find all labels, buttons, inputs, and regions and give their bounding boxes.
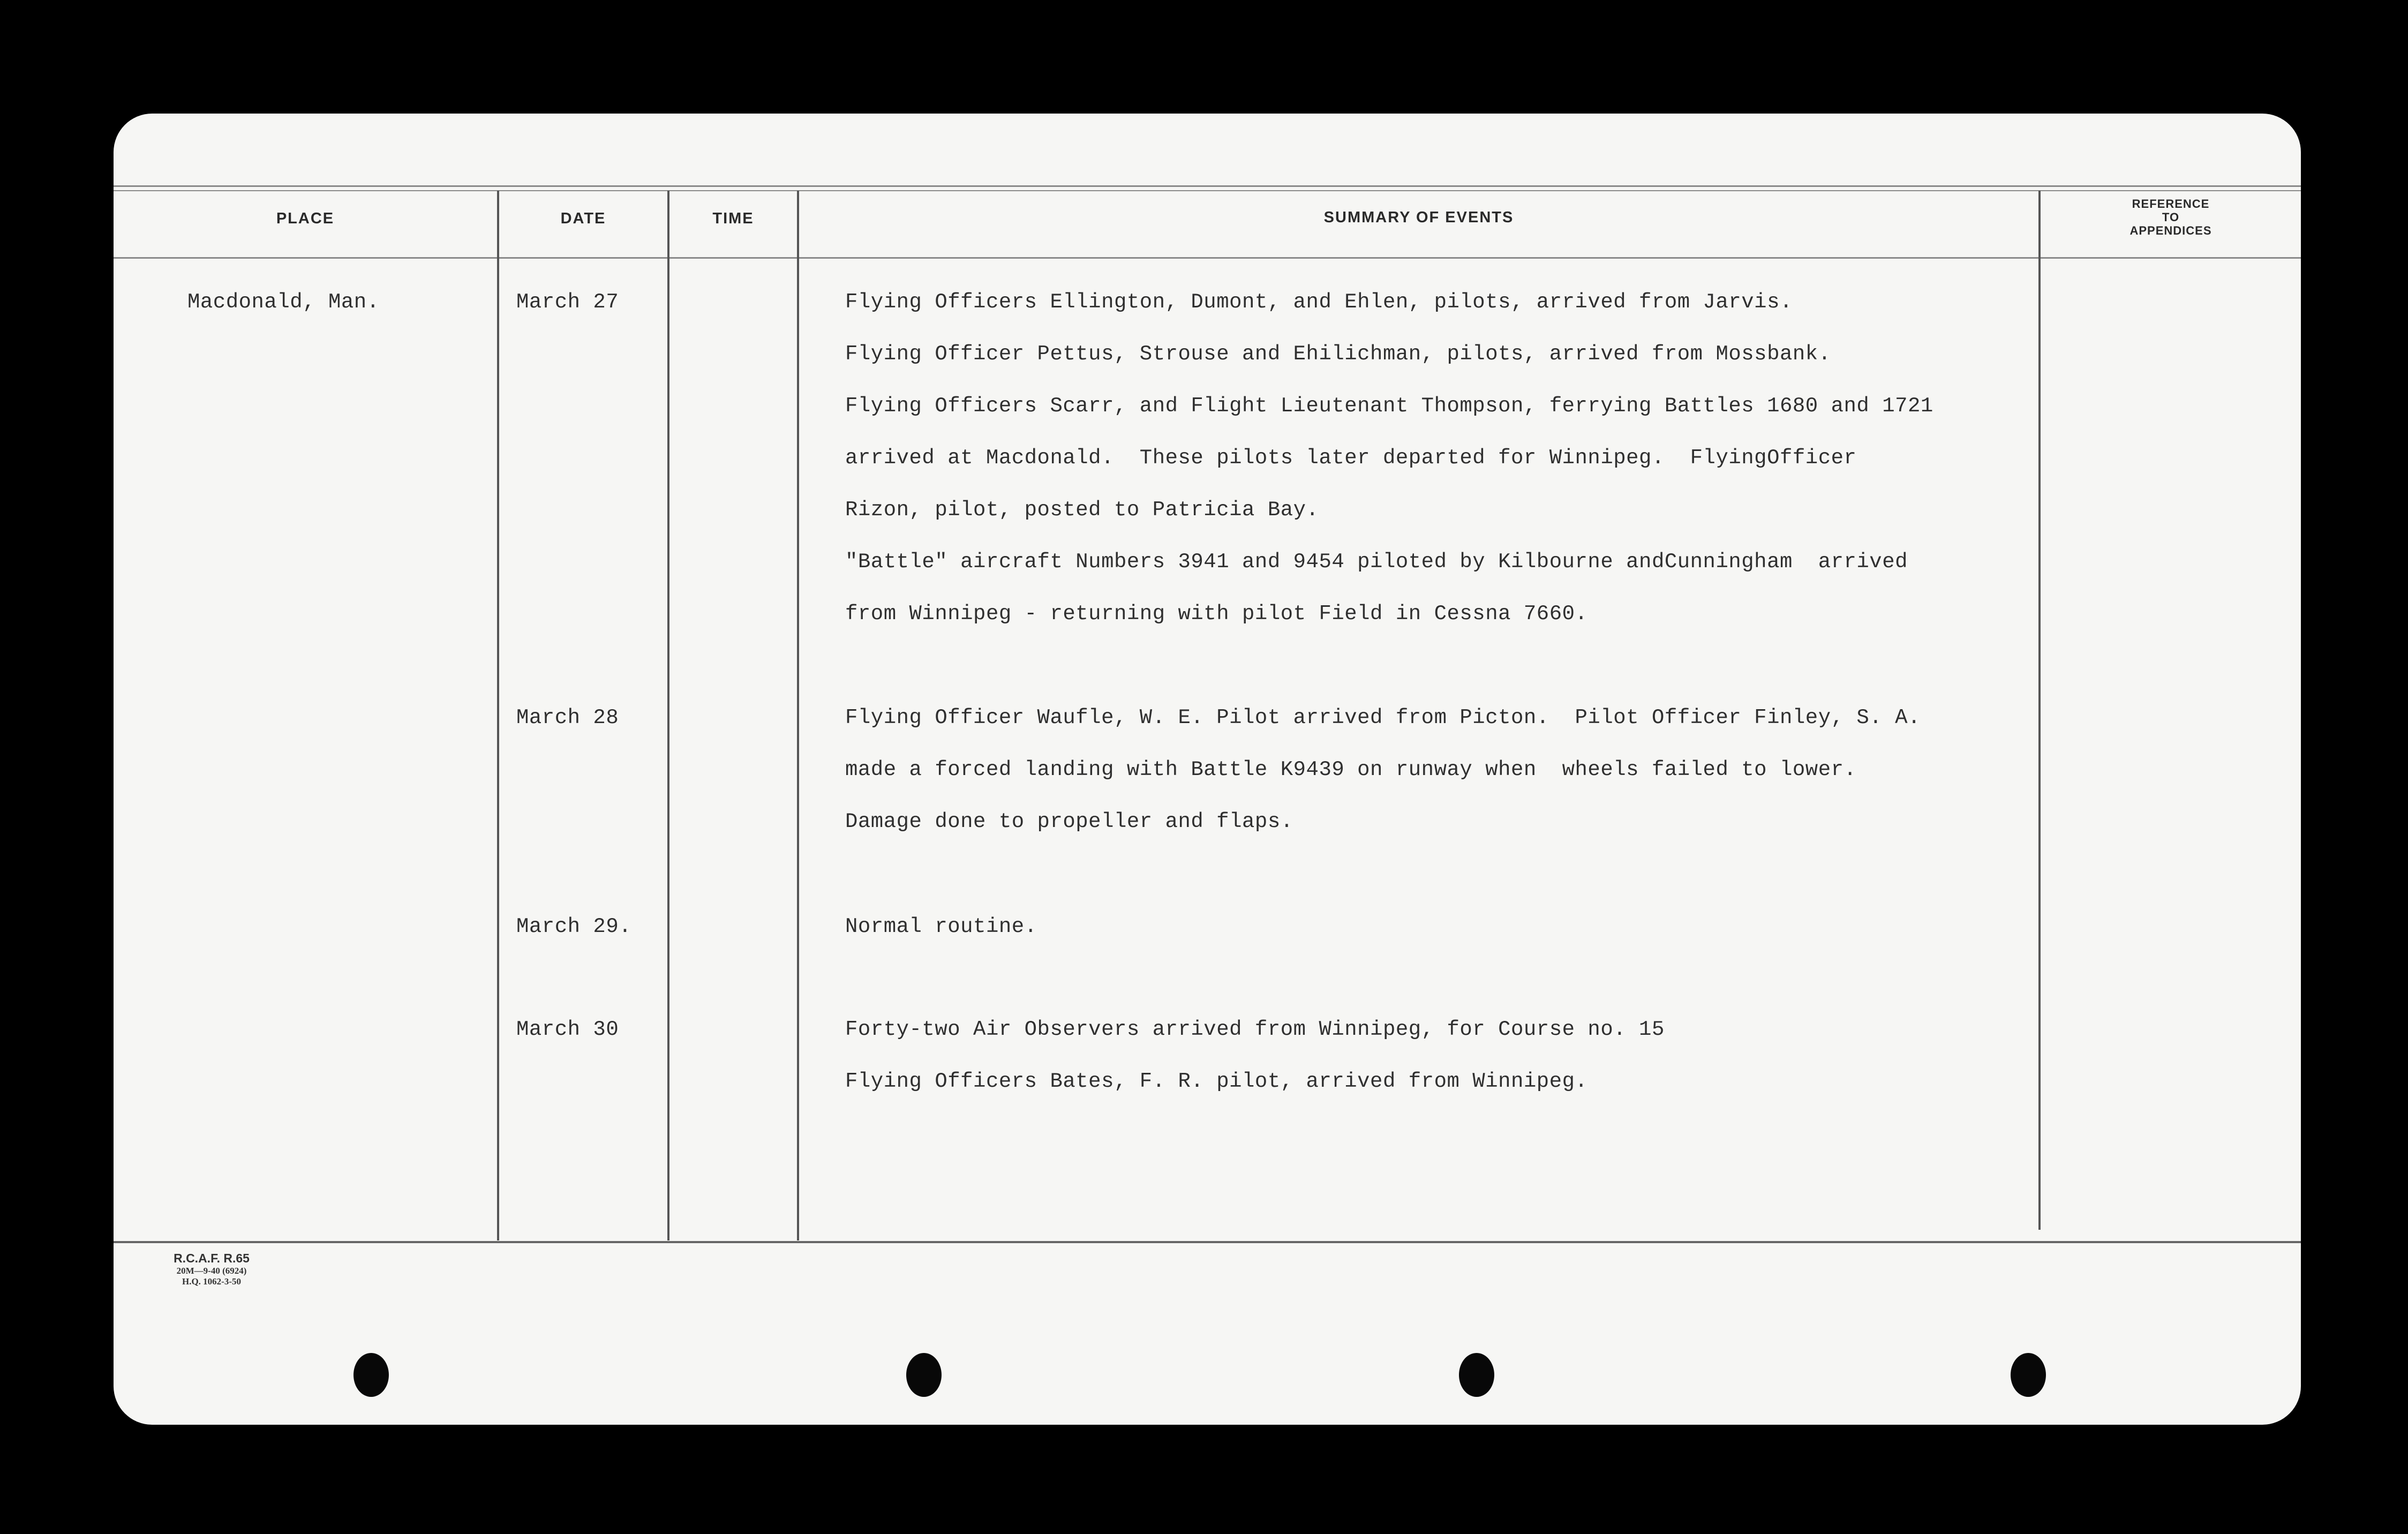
summary-line: Flying Officers Bates, F. R. pilot, arrived from Winnipeg.	[845, 1070, 1588, 1093]
summary-line: "Battle" aircraft Numbers 3941 and 9454 piloted by Kilbourne andCunningham arrived	[845, 550, 1908, 574]
date-cell: March 27	[516, 290, 619, 314]
divider-date-time	[667, 191, 669, 1240]
punch-hole	[2011, 1353, 2046, 1397]
header-reference-line3: APPENDICES	[2129, 224, 2212, 237]
punch-hole	[1459, 1353, 1494, 1397]
summary-line: Damage done to propeller and flaps.	[845, 810, 1293, 833]
date-cell: March 28	[516, 706, 619, 730]
punch-hole	[906, 1353, 942, 1397]
summary-line: Rizon, pilot, posted to Patricia Bay.	[845, 498, 1319, 522]
date-cell: March 30	[516, 1018, 619, 1041]
header-reference-line2: TO	[2162, 210, 2180, 224]
summary-line: arrived at Macdonald. These pilots later departed for Winnipeg. FlyingOfficer	[845, 446, 1857, 470]
summary-line: made a forced landing with Battle K9439 on runway when wheels failed to lower.	[845, 758, 1857, 781]
summary-line: Flying Officer Pettus, Strouse and Ehilichman, pilots, arrived from Mossbank.	[845, 342, 1831, 366]
summary-line: from Winnipeg - returning with pilot Field in Cessna 7660.	[845, 602, 1588, 626]
header-reference-line1: REFERENCE	[2132, 197, 2210, 210]
summary-line: Normal routine.	[845, 915, 1037, 938]
top-rule-inner	[114, 190, 2301, 191]
bottom-rule	[114, 1241, 2301, 1243]
place-cell: Macdonald, Man.	[187, 290, 380, 314]
date-cell: March 29.	[516, 915, 632, 938]
divider-time-summary	[797, 191, 799, 1240]
form-number-line1: R.C.A.F. R.65	[174, 1251, 250, 1265]
punch-hole	[353, 1353, 389, 1397]
header-reference	[2041, 197, 2301, 237]
record-card	[114, 114, 2301, 1425]
summary-line: Flying Officers Scarr, and Flight Lieutenant Thompson, ferrying Battles 1680 and 1721	[845, 394, 1933, 418]
divider-place-date	[497, 191, 499, 1240]
form-number-line2: 20M—9-40 (6924)	[176, 1266, 247, 1276]
form-number	[150, 1251, 273, 1287]
summary-line: Flying Officers Ellington, Dumont, and Ehlen, pilots, arrived from Jarvis.	[845, 290, 1793, 314]
header-place: PLACE	[276, 210, 335, 227]
summary-line: Forty-two Air Observers arrived from Winnipeg, for Course no. 15	[845, 1018, 1665, 1041]
summary-line: Flying Officer Waufle, W. E. Pilot arrived from Picton. Pilot Officer Finley, S. A.	[845, 706, 1921, 730]
top-rule	[114, 185, 2301, 187]
header-summary: SUMMARY OF EVENTS	[1323, 209, 1514, 226]
divider-summary-reference	[2038, 191, 2041, 1230]
header-rule	[114, 257, 2301, 259]
form-number-line3: H.Q. 1062-3-50	[182, 1276, 242, 1287]
header-date: DATE	[560, 210, 606, 227]
header-time: TIME	[712, 210, 754, 227]
